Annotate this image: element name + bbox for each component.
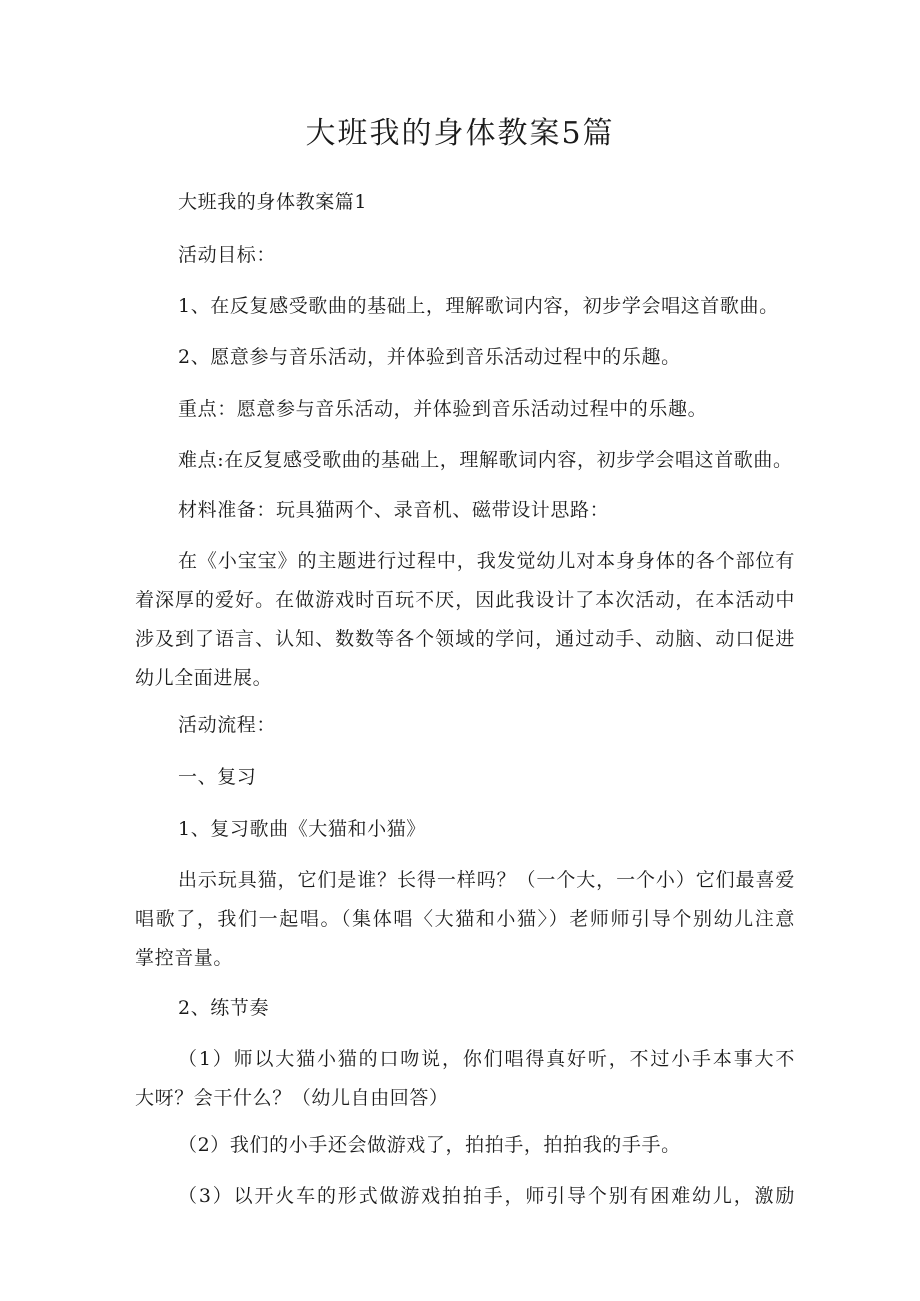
step-rhythm: 2、练节奏 (178, 997, 270, 1019)
paragraph-line: 掌控音量。 (135, 947, 234, 969)
step-review: 一、复习 (178, 766, 257, 788)
materials: 材料准备：玩具猫两个、录音机、磁带设计思路： (178, 499, 610, 521)
process-label: 活动流程： (178, 714, 277, 736)
goal-item-2: 2、愿意参与音乐活动，并体验到音乐活动过程中的乐趣。 (178, 346, 681, 368)
paragraph-line: 涉及到了语言、认知、数数等各个领域的学问，通过动手、动脑、动口促进 (135, 628, 795, 650)
rhythm-1-paragraph (135, 1040, 795, 1118)
paragraph-line: 着深厚的爱好。在做游戏时百玩不厌，因此我设计了本次活动，在本活动中 (135, 589, 795, 611)
difficulty: 难点:在反复感受歌曲的基础上，理解歌词内容，初步学会唱这首歌曲。 (178, 449, 793, 471)
paragraph-line: （1）师以大猫小猫的口吻说，你们唱得真好听，不过小手本事大不 (178, 1048, 795, 1070)
rhythm-3-paragraph (135, 1177, 795, 1216)
goals-label: 活动目标： (178, 244, 277, 266)
paragraph-line: 大呀？会干什么？（幼儿自由回答） (135, 1087, 449, 1109)
step-review-1: 1、复习歌曲《大猫和小猫》 (178, 818, 426, 840)
paragraph-line: 幼儿全面进展。 (135, 667, 273, 689)
review-paragraph (135, 861, 795, 978)
paragraph-line: 唱歌了，我们一起唱。（集体唱〈大猫和小猫〉）老师师引导个别幼儿注意 (135, 908, 795, 930)
paragraph-line: 在《小宝宝》的主题进行过程中，我发觉幼儿对本身身体的各个部位有 (178, 550, 795, 572)
section-heading: 大班我的身体教案篇1 (178, 191, 368, 213)
paragraph-line: 出示玩具猫，它们是谁？长得一样吗？（一个大，一个小）它们最喜爱 (178, 869, 795, 891)
rhythm-2: （2）我们的小手还会做游戏了，拍拍手，拍拍我的手手。 (178, 1134, 681, 1156)
key-point: 重点：愿意参与音乐活动，并体验到音乐活动过程中的乐趣。 (178, 398, 708, 420)
paragraph-line: （3）以开火车的形式做游戏拍拍手，师引导个别有困难幼儿，激励 (178, 1185, 795, 1207)
document-title: 大班我的身体教案5篇 (305, 116, 615, 151)
design-paragraph (135, 542, 795, 698)
goal-item-1: 1、在反复感受歌曲的基础上，理解歌词内容，初步学会唱这首歌曲。 (178, 295, 779, 317)
